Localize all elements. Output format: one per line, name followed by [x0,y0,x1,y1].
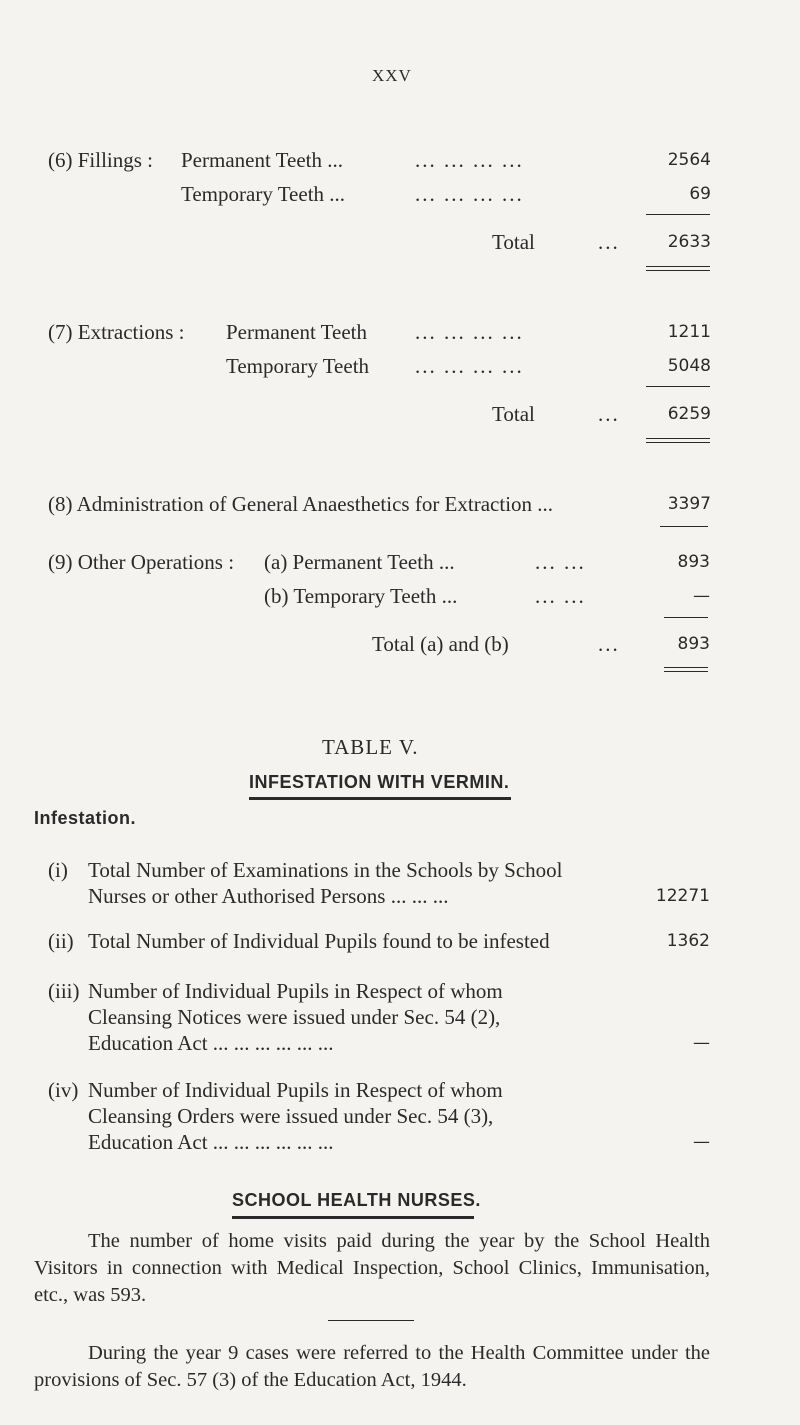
table-item-line: Education Act ... ... ... ... ... ... [88,1031,334,1055]
table-item-number: (i) [48,858,68,882]
fillings-total-label: Total [492,230,535,254]
table-item-number: (iii) [48,979,80,1003]
fillings-temporary-dots: ... ... ... ... [415,182,524,206]
extractions-total-label: Total [492,402,535,426]
other-operations-total-value: 893 [677,634,710,654]
fillings-total-value: 2633 [667,232,711,252]
other-operations-b-value: — [693,586,710,606]
other-operations-a-dots: ... ... [535,550,586,574]
extractions-total-value: 6259 [667,404,711,424]
fillings-total-dots: ... [598,230,620,254]
other-operations-b-dots: ... ... [535,584,586,608]
other-operations-total-dots: ... [598,632,620,656]
other-operations-rule [664,617,708,618]
page-number: XXV [372,66,412,85]
table-heading-underline [249,797,511,800]
table-item-line: Nurses or other Authorised Persons ... ... ... [88,884,449,908]
extractions-total-dots: ... [598,402,620,426]
other-operations-a-value: 893 [677,552,710,572]
anaesthetics-label: (8) Administration of General Anaesthetics for Extraction ... [48,492,554,516]
nurses-heading: SCHOOL HEALTH NURSES. [232,1190,481,1210]
extractions-temporary-dots: ... ... ... ... [415,354,524,378]
other-operations-total-label: Total (a) and (b) [372,632,509,656]
fillings-label: (6) Fillings : [48,148,154,172]
anaesthetics-rule [660,526,708,527]
table-heading: INFESTATION WITH VERMIN. [249,772,510,792]
table-item-value: 1362 [666,931,710,951]
table-title: TABLE V. [322,735,419,759]
section-separator [328,1320,414,1321]
fillings-double-rule [646,266,710,271]
fillings-permanent-dots: ... ... ... ... [415,148,524,172]
nurses-heading-underline [232,1216,474,1219]
table-item-line: Total Number of Individual Pupils found to be infested [88,929,550,953]
table-item-value: — [693,1033,710,1053]
extractions-double-rule [646,438,710,443]
table-item-number: (iv) [48,1078,79,1102]
other-operations-a-label: (a) Permanent Teeth ... [264,550,455,574]
fillings-permanent-label: Permanent Teeth ... [181,148,344,172]
table-item-value: 12271 [655,886,710,906]
nurses-paragraph-2: During the year 9 cases were referred to the Health Committee under the provisions of Sec. 57 (3) of the Education Act, 1944. [34,1342,710,1391]
extractions-permanent-value: 1211 [667,322,711,342]
table-item-value: — [693,1132,710,1152]
table-item-line: Cleansing Orders were issued under Sec. 54 (3), [88,1104,494,1128]
table-item-line: Number of Individual Pupils in Respect of whom [88,1078,503,1102]
nurses-paragraph-1: The number of home visits paid during the year by the School Health Visitors in connection with Medical Inspection, School Clinics, Immunisation, etc., was 593. [34,1230,710,1306]
extractions-permanent-label: Permanent Teeth [226,320,368,344]
other-operations-double-rule [664,667,708,672]
table-item-line: Education Act ... ... ... ... ... ... [88,1130,334,1154]
extractions-rule [646,386,710,387]
anaesthetics-value: 3397 [667,494,711,514]
table-item-line: Cleansing Notices were issued under Sec. 54 (2), [88,1005,501,1029]
table-item-line: Number of Individual Pupils in Respect of whom [88,979,503,1003]
extractions-temporary-label: Temporary Teeth [226,354,370,378]
other-operations-b-label: (b) Temporary Teeth ... [264,584,458,608]
fillings-rule [646,214,710,215]
table-subheading: Infestation. [34,808,137,828]
table-item-number: (ii) [48,929,74,953]
fillings-temporary-value: 69 [689,184,711,204]
extractions-label: (7) Extractions : [48,320,185,344]
other-operations-label: (9) Other Operations : [48,550,235,574]
table-item-line: Total Number of Examinations in the Schools by School [88,858,563,882]
fillings-temporary-label: Temporary Teeth ... [181,182,346,206]
fillings-permanent-value: 2564 [667,150,711,170]
extractions-permanent-dots: ... ... ... ... [415,320,524,344]
extractions-temporary-value: 5048 [667,356,711,376]
